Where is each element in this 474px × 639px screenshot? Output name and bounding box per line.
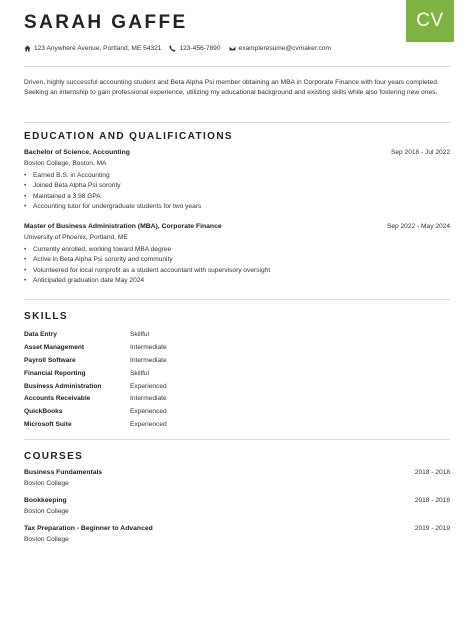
- education-bullets: [24, 171, 201, 213]
- divider: [24, 122, 450, 123]
- list-item: • Active in Beta Alpha Psi sorority and community: [24, 255, 270, 265]
- list-item: • Volunteered for local nonprofit as a student accountant with supervisory oversight: [24, 266, 270, 276]
- course-school: Boston College: [24, 536, 69, 543]
- skill-name: Business Administration: [24, 382, 102, 390]
- skill-row: [24, 406, 167, 419]
- email-item: [229, 45, 331, 52]
- skill-row: [24, 368, 167, 381]
- skill-row: [24, 419, 167, 432]
- skill-level: Experienced: [130, 421, 167, 429]
- divider: [24, 299, 450, 300]
- address-item: [24, 45, 161, 52]
- list-item: • Accounting tutor for undergraduate students for two years: [24, 202, 201, 212]
- skill-level: Intermediate: [130, 356, 167, 364]
- course-school: Boston College: [24, 508, 69, 515]
- skill-row: [24, 342, 167, 355]
- skill-level: Skillful: [130, 369, 150, 377]
- list-item: • Maintained a 3.98 GPA: [24, 192, 201, 202]
- phone-text: 123-456-7890: [179, 44, 221, 52]
- degree-dates: Sep 2022 - May 2024: [386, 223, 450, 230]
- skill-row: [24, 355, 167, 368]
- cv-badge: CV: [406, 0, 454, 42]
- course-dates: 2018 - 2018: [414, 497, 450, 504]
- course-dates: 2019 - 2019: [414, 525, 450, 532]
- skills-table: [24, 329, 167, 432]
- home-icon: [24, 45, 31, 52]
- candidate-name: SARAH GAFFE: [24, 12, 188, 33]
- skill-name: QuickBooks: [24, 408, 63, 416]
- list-item: • Earned B.S. in Accounting: [24, 171, 201, 181]
- degree-title: Master of Business Administration (MBA), Corporate Finance: [24, 223, 222, 230]
- school-name: University of Phoenix, Portland, ME: [24, 234, 128, 241]
- school-name: Boston College, Boston, MA: [24, 160, 107, 167]
- skill-level: Intermediate: [130, 395, 167, 403]
- course-title: Tax Preparation - Beginner to Advanced: [24, 525, 153, 532]
- skill-name: Microsoft Suite: [24, 421, 72, 429]
- course-dates: 2018 - 2018: [414, 469, 450, 476]
- skill-name: Accounts Receivable: [24, 395, 91, 403]
- skill-level: Intermediate: [130, 343, 167, 351]
- skills-section-title: SKILLS: [24, 311, 68, 322]
- skill-row: [24, 393, 167, 406]
- education-bullets: [24, 245, 270, 287]
- skill-level: Experienced: [130, 382, 167, 390]
- phone-icon: [169, 45, 176, 52]
- skill-name: Data Entry: [24, 331, 57, 338]
- envelope-icon: [229, 45, 236, 52]
- course-title: Business Fundamentals: [24, 469, 103, 476]
- list-item: • Currently enrolled, working toward MBA degree: [24, 245, 270, 255]
- list-item: • Anticipated graduation date May 2024: [24, 276, 270, 286]
- phone-item: [169, 45, 220, 52]
- skill-level: Experienced: [130, 408, 167, 416]
- list-item: • Joined Beta Alpha Psi sorority: [24, 181, 201, 191]
- address-text: 123 Anywhere Avenue, Portland, ME 54321: [34, 44, 162, 52]
- degree-dates: Sep 2018 - Jul 2022: [390, 149, 450, 156]
- profile-summary: Driven, highly successful accounting student and Beta Alpha Psi member obtaining an MBA in Corporate Finance with four years completed. Seeking an internship to gain professional experience, utilizing my educational background and existing skills while also fostering new ones.: [24, 79, 439, 96]
- course-school: Boston College: [24, 480, 69, 487]
- skill-row: [24, 381, 167, 394]
- skill-name: Payroll Software: [24, 356, 76, 364]
- email-text: exampleresume@cvmaker.com: [238, 44, 331, 52]
- education-section-title: EDUCATION AND QUALIFICATIONS: [24, 131, 234, 142]
- skill-name: Asset Management: [24, 343, 85, 351]
- skill-level: Skillful: [130, 331, 150, 338]
- degree-title: Bachelor of Science, Accounting: [24, 149, 130, 156]
- skill-row: [24, 329, 167, 342]
- divider: [24, 439, 450, 440]
- skill-name: Financial Reporting: [24, 369, 86, 377]
- contact-line: [24, 43, 339, 53]
- divider: [24, 66, 450, 67]
- course-title: Bookkeeping: [24, 497, 67, 504]
- courses-section-title: COURSES: [24, 451, 84, 462]
